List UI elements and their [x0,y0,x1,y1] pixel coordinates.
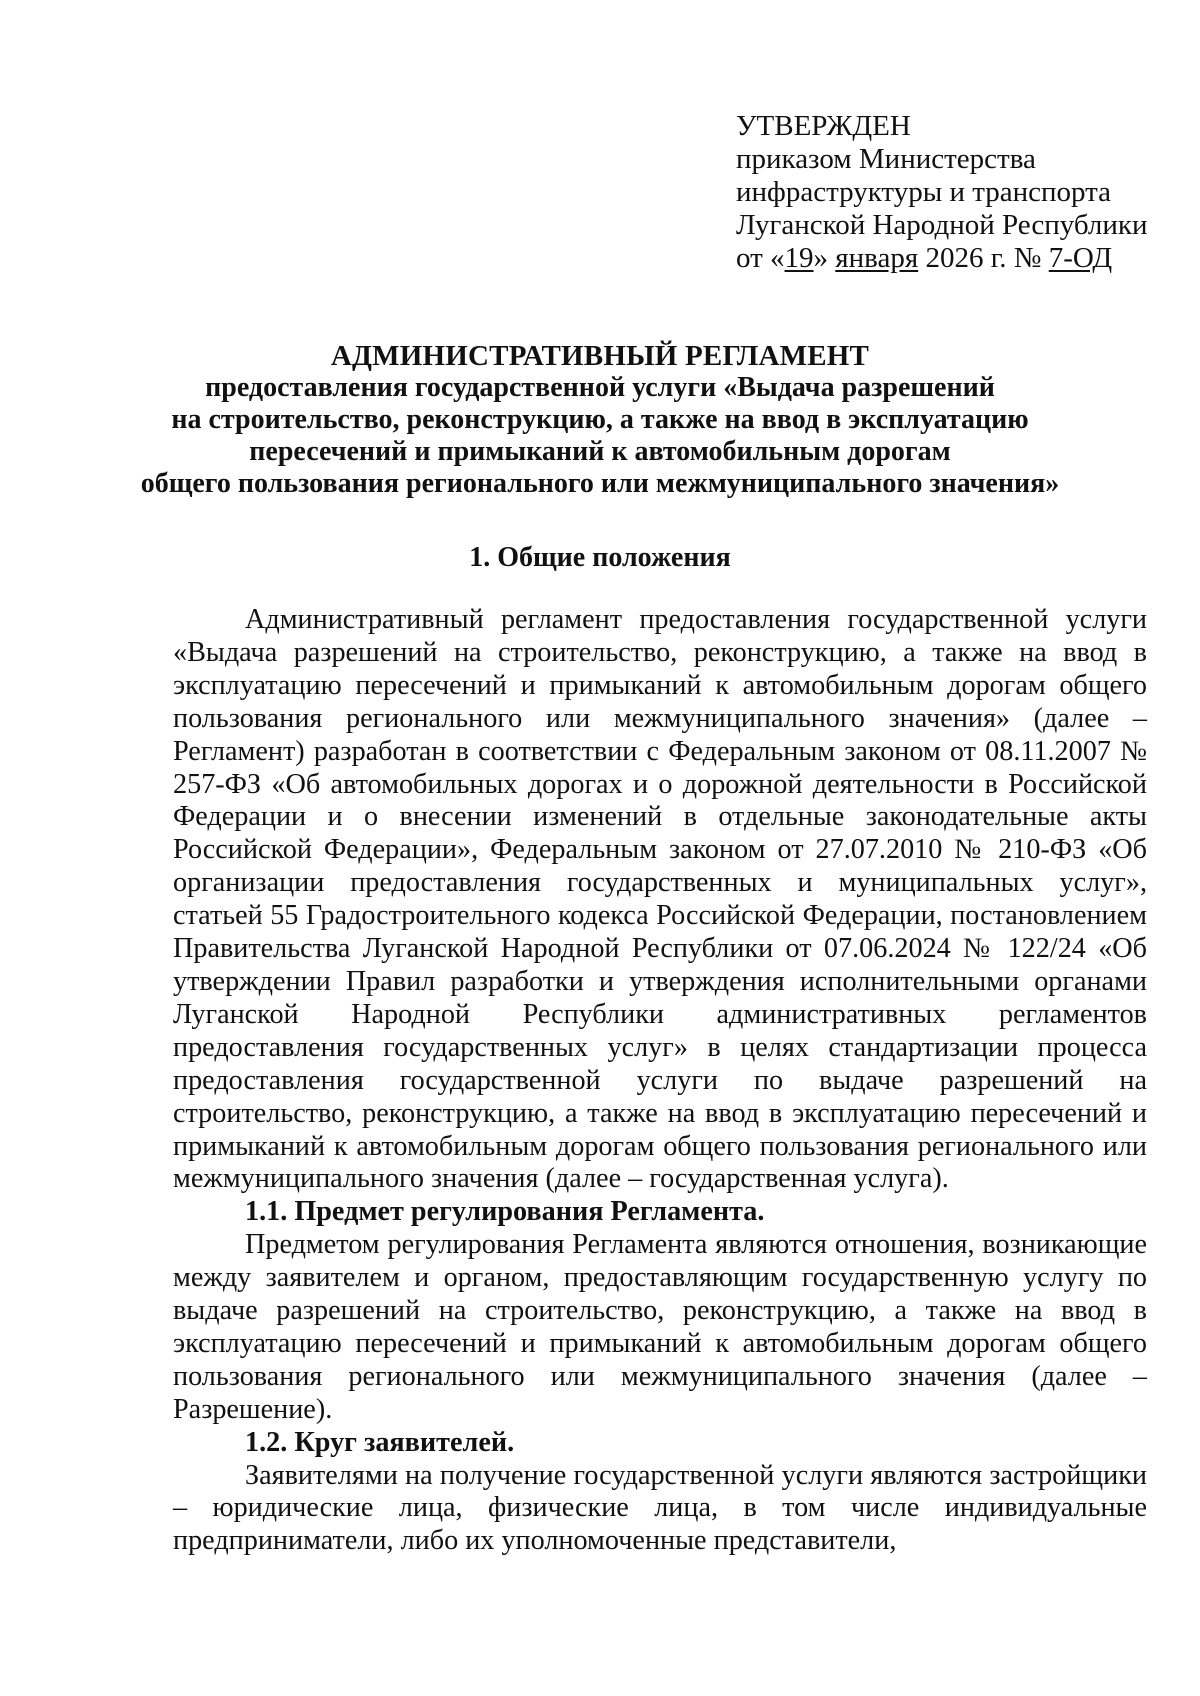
document-body [173,604,1147,1558]
section-1-2-paragraph: Заявителями на получение государственной услуги являются застройщики – юридические лица, физические лица, в том числе индивидуальные предприниматели, либо их уполномоченные представители, [173,1459,1147,1557]
approval-ministry-line: инфраструктуры и транспорта [736,176,1112,208]
title-line-2: на строительство, реконструкцию, а также на ввод в эксплуатацию [171,404,1029,435]
title-line-1: предоставления государственной услуги «Выдача разрешений [205,372,995,403]
section-1-heading: 1. Общие положения [469,542,731,573]
title-line-4: общего пользования регионального или межмуниципального значения» [140,468,1060,499]
title-line-3: пересечений и примыканий к автомобильным дорогам [249,436,951,467]
date-mid: » [813,242,836,274]
date-month: января [835,242,919,274]
section-1-paragraph: Административный регламент предоставления государственной услуги «Выдача разрешений на строительство, реконструкцию, а также на ввод в эксплуатацию пересечений и примыканий к автомобильным дорогам общего пользования регионального или межмуниципального значения» (далее – Регламент) разработан в соответствии с Федеральным законом от 08.11.2007 № 257-ФЗ «Об автомобильных дорогах и о дорожной деятельности в Российской Федерации и о внесении изменений в отдельные законодательные акты Российской Федерации», Федеральным законом от 27.07.2010 № 210-ФЗ «Об организации предоставления государственных и муниципальных услуг», статьей 55 Градостроительного кодекса Российской Федерации, постановлением Правительства Луганской Народной Республики от 07.06.2024 № 122/24 «Об утверждении Правил разработки и утверждения исполнительными органами Луганской Народной Республики административных регламентов предоставления государственных услуг» в целях стандартизации процесса предоставления государственной услуги по выдаче разрешений на строительство, реконструкцию, а также на ввод в эксплуатацию пересечений и примыканий к автомобильным дорогам общего пользования регионального или межмуниципального значения (далее – государственная услуга). [173,604,1147,1195]
approval-republic-line: Луганской Народной Республики [736,209,1148,241]
date-day: 19 [784,242,814,274]
section-1-2-heading: 1.2. Круг заявителей. [245,1426,515,1458]
approval-date-line [736,242,1156,275]
approval-stamp-block [736,110,1156,275]
approval-heading: УТВЕРЖДЕН [736,110,911,142]
date-prefix: от « [736,242,785,274]
section-1-1-heading: 1.1. Предмет регулирования Регламента. [245,1196,765,1228]
document-title-block [100,340,1100,500]
order-number: 7-ОД [1048,242,1113,274]
document-title: АДМИНИСТРАТИВНЫЙ РЕГЛАМЕНТ [330,340,870,372]
section-1-1-paragraph: Предметом регулирования Регламента являются отношения, возникающие между заявителем и органом, предоставляющим государственную услугу по выдаче разрешений на строительство, реконструкцию, а также на ввод в эксплуатацию пересечений и примыканий к автомобильным дорогам общего пользования регионального или межмуниципального значения (далее – Разрешение). [173,1229,1147,1425]
date-year: 2026 г. № [918,242,1049,274]
approval-order-line: приказом Министерства [736,143,1036,175]
